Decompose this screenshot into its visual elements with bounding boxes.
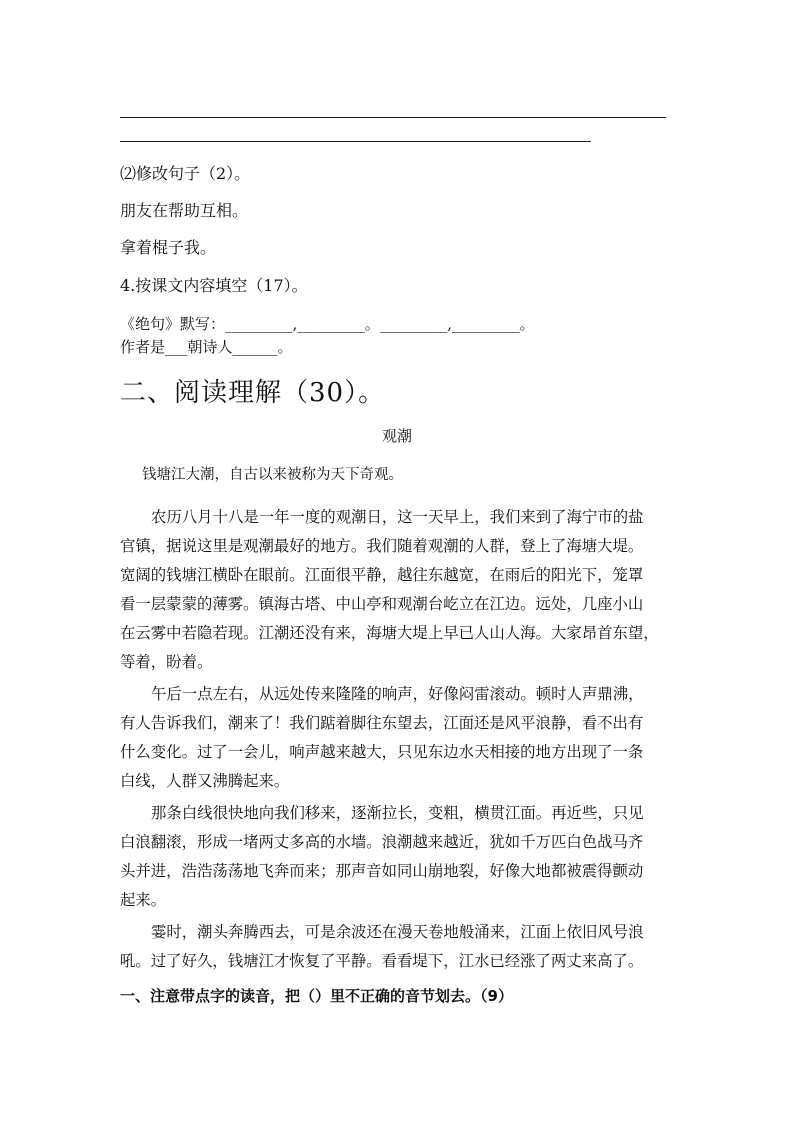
q4-title: 4.按课文内容填空（17）。 [120,276,308,295]
passage-line: 农历八月十八是一年一度的观潮日，这一天早上，我们来到了海宁市的盐 [151,508,644,526]
passage-intro: 钱塘江大潮，自古以来被称为天下奇观。 [142,467,403,483]
passage-line: 头并进，浩浩荡荡地飞奔而来；那声音如同山崩地裂，好像大地都被震得颤动 [120,862,644,880]
pinyin-question-title: 一、注意带点字的读音，把（）里不正确的音节划去。（9） [120,987,513,1005]
passage-line: 什么变化。过了一会儿，响声越来越大，只见东边水天相接的地方出现了一条 [120,743,644,761]
passage-line: 霎时，潮头奔腾西去，可是余波还在漫天卷地般涌来，江面上依旧风号浪 [151,923,644,941]
passage-line: 吼。过了好久，钱塘江才恢复了平静。看看堤下，江水已经涨了两丈来高了。 [120,952,644,970]
passage-title: 观潮 [381,427,412,445]
sentence-2: 拿着棍子我。 [120,238,217,257]
q3-sub2-title: ⑵修改句子（2）。 [120,164,251,183]
passage-line: 那条白线很快地向我们移来，逐渐拉长，变粗，横贯江面。再近些，只见 [151,804,644,822]
passage-line: 午后一点左右，从远处传来隆隆的响声，好像闷雷滚动。顿时人声鼎沸， [151,685,644,703]
passage-line: 白线，人群又沸腾起来。 [120,772,290,790]
passage-line: 宽阔的钱塘江横卧在眼前。江面很平静，越往东越宽，在雨后的阳光下，笼罩 [120,566,644,584]
passage-line: 在云雾中若隐若现。江潮还没有来，海塘大堤上早已人山人海。大家昂首东望， [120,624,659,642]
passage-line: 有人告诉我们，潮来了！我们踮着脚往东望去，江面还是风平浪静，看不出有 [120,714,644,732]
sentence-1: 朋友在帮助互相。 [120,201,249,220]
answer-line-1 [120,117,666,118]
passage-line: 官镇，据说这里是观潮最好的地方。我们随着观潮的人群，登上了海塘大堤。 [120,537,644,555]
section-heading-reading: 二、阅读理解（30）。 [120,378,386,408]
passage-line: 看一层蒙蒙的薄雾。镇海古塔、中山亭和观潮台屹立在江边。远处，几座小山 [120,595,644,613]
passage-line: 白浪翻滚，形成一堵两丈多高的水墙。浪潮越来越近，犹如千万匹白色战马齐 [120,833,644,851]
passage-line: 起来。 [120,891,167,909]
q4-poem-dictation: 《绝句》默写：_________,_________。_________,_________。 [120,315,535,333]
answer-line-2 [120,141,591,142]
q4-author-blank: 作者是___朝诗人______。 [120,338,293,356]
passage-line: 等着，盼着。 [120,653,213,671]
